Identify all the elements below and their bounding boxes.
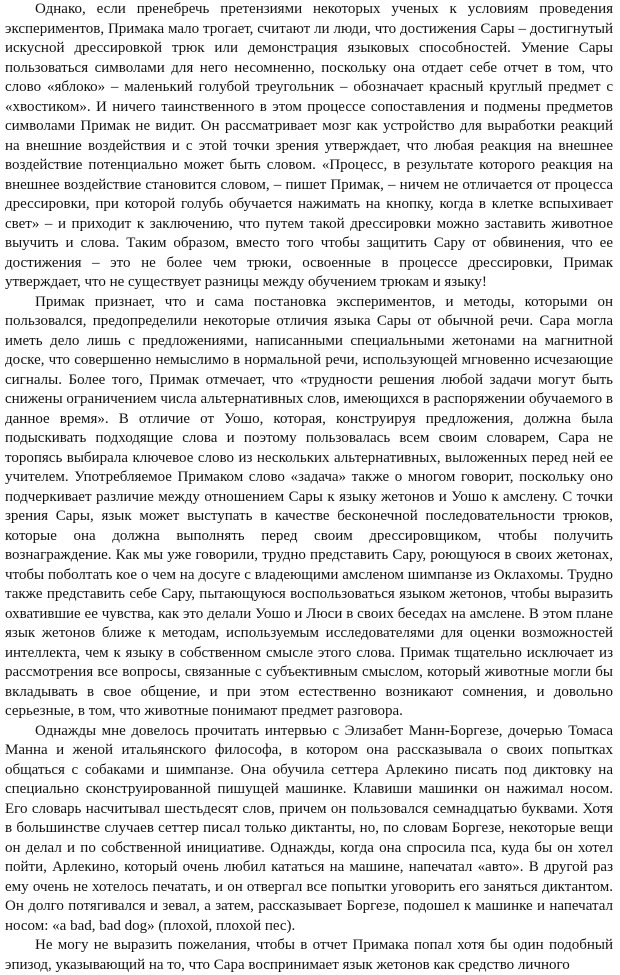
document-page (5, 0, 613, 973)
paragraph-2: Примак признает, что и сама постановка экспериментов, и методы, которыми он пользовался, предопределили некоторые отличия языка Сары от обычной речи. Сара могла иметь дело лишь с предложениями, написанными специальными жетонами на магнитной доске, что совершенно немыслимо в нормальной речи, использующей мгновенно исчезающие сигналы. Более того, Примак отмечает, что «трудности решения любой задачи могут быть снижены ограничением числа альтернативных слов, имеющихся в распоряжении обучаемого в данное время». В отличие от Уошо, которая, конструируя предложения, должна была подыскивать подходящие слова и поэтому пользовалась всем своим словарем, Сара не торопясь выбирала ключевое слово из нескольких альтернативных, выложенных перед ней ее учителем. Употребляемое Примаком слово «задача» также о многом говорит, поскольку оно подчеркивает различие между отношением Сары к языку жетонов и Уошо к амслену. С точки зрения Сары, язык может выступать в качестве бесконечной последовательности трюков, которые она должна выполнять перед своим дрессировщиком, чтобы получить вознаграждение. Как мы уже говорили, трудно представить Сару, роющуюся в своих жетонах, чтобы поболтать кое о чем на досуге с владеющими амсленом шимпанзе из Оклахомы. Трудно также представить себе Сару, пытающуюся воспользоваться языком жетонов, чтобы выразить охватившие ее чувства, как это делали Уошо и Люси в своих беседах на амслене. В этом плане язык жетонов ближе к методам, используемым исследователями для оценки возможностей интеллекта, чем к языку в собственном смысле этого слова. Примак тщательно исключает из рассмотрения все вопросы, связанные с субъективным смыслом, который животные могли бы вкладывать в свое общение, и при этом естественно возникают сомнения, и довольно серьезные, в том, что животные понимают предмет разговора. (5, 293, 613, 719)
paragraph-3: Однажды мне довелось прочитать интервью с Элизабет Манн-Боргезе, дочерью Томаса Манна и женой итальянского философа, в котором она рассказывала о своих попытках общаться с собаками и шимпанзе. Она обучила сеттера Арлекино писать под диктовку на специально сконструированной пишущей машинке. Клавиши машинки он нажимал носом. Его словарь насчитывал шестьдесят слов, причем он пользовался семнадцатью буквами. Хотя в большинстве случаев сеттер писал только диктанты, но, по словам Боргезе, некоторые вещи он делал и по собственной инициативе. Однажды, когда она спросила пса, куда бы он хотел пойти, Арлекино, который очень любил кататься на машине, напечатал «авто». В другой раз ему очень не хотелось печатать, и он отвергал все попытки уговорить его заняться диктантом. Он долго потягивался и зевал, а затем, рассказывает Боргезе, подошел к машинке и напечатал носом: «a bad, bad dog» (плохой, плохой пес). (5, 722, 613, 934)
paragraph-1: Однако, если пренебречь претензиями некоторых ученых к условиям проведения экспериментов, Примака мало трогает, считают ли люди, что достижения Сары – достигнутый искусной дрессировкой трюк или демонстрация языковых способностей. Умение Сары пользоваться символами для него несомненно, поскольку она отдает себе отчет в том, что слово «яблоко» – маленький голубой треугольник – обозначает красный круглый предмет с «хвостиком». И ничего таинственного в этом процессе сопоставления и подмены предметов символами Примак не видит. Он рассматривает мозг как устройство для выработки реакций на внешние воздействия и с этой точки зрения утверждает, что любая реакция на внешнее воздействие потенциально может быть словом. «Процесс, в результате которого реакция на внешнее воздействие становится словом, – пишет Примак, – ничем не отличается от процесса дрессировки, при которой голубь обучается нажимать на кнопку, когда в клетке вспыхивает свет» – и приходит к заключению, что путем такой дрессировки можно заставить животное выучить и слова. Таким образом, вместо того чтобы защитить Сару от обвинения, что ее достижения – это не более чем трюки, освоенные в процессе дрессировки, Примак утверждает, что не существует разницы между обучением трюкам и языку! (5, 1, 613, 290)
paragraph-4: Не могу не выразить пожелания, чтобы в отчет Примака попал хотя бы один подобный эпизод, указывающий на то, что Сара воспринимает язык жетонов как средство личного (5, 937, 613, 973)
